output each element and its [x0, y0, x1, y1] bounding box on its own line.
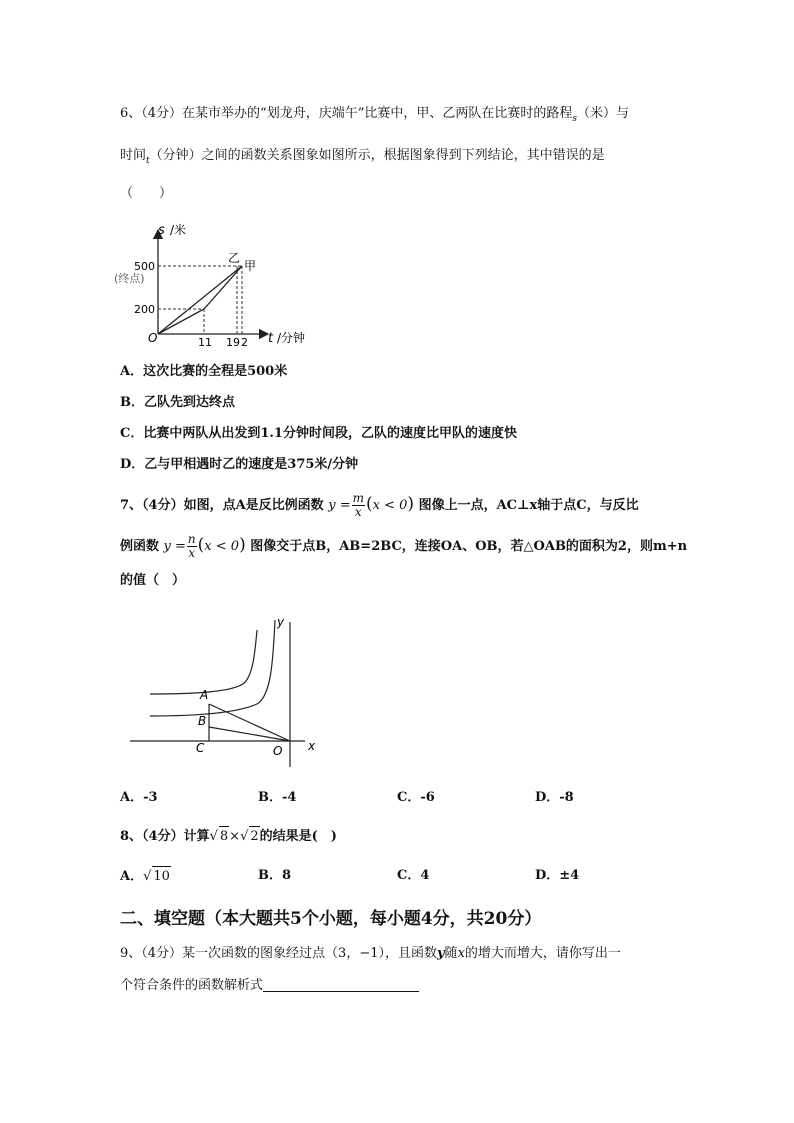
q7-label-a: A	[200, 688, 209, 702]
q7-curve-m	[150, 630, 257, 694]
q6-tick-19: 19	[226, 336, 240, 349]
t-variable: t	[146, 156, 150, 166]
section-heading: 二、填空题（本大题共5个小题，每小题4分，共20分）	[120, 909, 542, 929]
q9-answer-blank[interactable]	[263, 976, 419, 992]
q7-label-y: y	[277, 615, 285, 629]
q7-frac-m: $\frac{m}{x}$	[352, 491, 364, 519]
q6-axis-s-unit: /米	[170, 223, 187, 237]
q6-answer-paren: （ ）	[120, 186, 173, 201]
q7-segment-oa	[209, 704, 290, 741]
q7-option-b[interactable]: B．-4	[258, 790, 297, 805]
q6-tick-2: 2	[241, 336, 248, 349]
q6-tick-200: 200	[134, 303, 155, 316]
q7-option-d[interactable]: D．-8	[535, 790, 574, 805]
q7-line3: 的值（ ）	[120, 573, 186, 588]
q6-jia-line	[158, 266, 242, 334]
q6-graph	[110, 218, 340, 350]
q7-label-x: x	[308, 739, 316, 753]
q7-graph	[125, 612, 325, 772]
q7-line2: 例函数 y = $\frac{n}{x}$ (x < 0) 图像交于点B，AB=2BC，连接OA、OB，若△OAB的面积为2，则m+n	[120, 532, 688, 560]
q6-line1: 6、（4分）在某市举办的“划龙舟，庆端午”比赛中，甲、乙两队在比赛时的路程$_s$（米）与	[120, 106, 629, 124]
q8-line: 8、（4分）计算√ 8×√ 2的结果是( )	[120, 826, 337, 847]
q7-label-c: C	[196, 741, 205, 755]
q6-end-label: (终点)	[114, 272, 145, 285]
q7-label-o: O	[273, 744, 283, 758]
q6-option-d[interactable]: D．乙与甲相遇时乙的速度是375米/分钟	[120, 457, 359, 472]
q8-option-d[interactable]: D．±4	[535, 868, 580, 883]
q6-line2: 时间$_t$（分钟）之间的函数关系图象如图所示，根据图象得到下列结论，其中错误的是	[120, 148, 605, 166]
q7-option-c[interactable]: C．-6	[397, 790, 435, 805]
q9-line2: 个符合条件的函数解析式	[120, 976, 419, 996]
q8-option-a[interactable]: A．√ 10	[120, 866, 171, 887]
q8-option-c[interactable]: C．4	[397, 868, 430, 883]
q9-line1: 9、（4分）某一次函数的图象经过点（3，−1），且函数y随x的增大而增大，请你写出一	[120, 946, 621, 961]
q6-label-yi: 乙	[228, 251, 241, 265]
q6-axis-s: s	[158, 223, 165, 238]
q6-option-a[interactable]: A．这次比赛的全程是500米	[120, 364, 288, 379]
q6-axis-t-unit: /分钟	[277, 331, 306, 345]
q6-tick-11: 11	[198, 336, 212, 349]
q6-axis-t: t	[268, 331, 274, 346]
q7-line1: 7、（4分）如图，点A是反比例函数 y = $\frac{m}{x}$ (x < 0) 图像上一点，AC⊥x轴于点C，与反比	[120, 491, 639, 519]
q6-option-c[interactable]: C．比赛中两队从出发到1.1分钟时间段，乙队的速度比甲队的速度快	[120, 426, 517, 441]
q7-frac-n: $\frac{n}{x}$	[187, 532, 196, 560]
q7-segment-ob	[209, 727, 290, 741]
q8-rad2: 2	[249, 826, 259, 847]
q7-label-b: B	[198, 714, 207, 728]
q8-rad1: 8	[219, 826, 229, 847]
q6-option-b[interactable]: B．乙队先到达终点	[120, 395, 235, 410]
q6-origin: O	[148, 331, 158, 345]
q8-option-b[interactable]: B．8	[258, 868, 292, 883]
q6-tick-500: 500	[134, 260, 155, 273]
q6-label-jia: 甲	[244, 259, 257, 273]
s-variable: s	[572, 114, 577, 124]
q7-option-a[interactable]: A．-3	[120, 790, 158, 805]
